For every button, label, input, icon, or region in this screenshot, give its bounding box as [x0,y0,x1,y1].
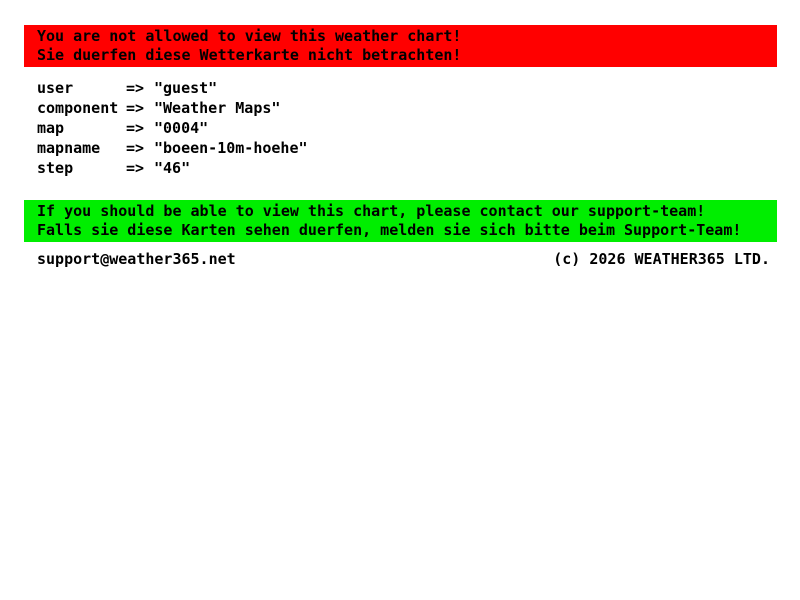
param-arrow: => [126,99,145,117]
param-key: map [37,119,65,137]
param-value: "0004" [154,119,209,137]
access-denied-line-de: Sie duerfen diese Wetterkarte nicht betrachten! [37,46,462,64]
param-value: "guest" [154,79,218,97]
param-value: "46" [154,159,191,177]
access-denied-banner [24,25,777,67]
access-denied-line-en: You are not allowed to view this weather chart! [37,27,462,45]
param-arrow: => [126,139,145,157]
param-arrow: => [126,79,145,97]
support-contact-banner [24,200,777,242]
support-email: support@weather365.net [37,250,236,268]
param-arrow: => [126,159,145,177]
param-row-user [37,78,308,98]
param-key: component [37,99,119,117]
request-parameters [37,78,308,178]
param-row-mapname [37,138,308,158]
param-row-component [37,98,308,118]
param-key: step [37,159,74,177]
param-row-map [37,118,308,138]
param-key: mapname [37,139,101,157]
param-row-step [37,158,308,178]
param-value: "boeen-10m-hoehe" [154,139,308,157]
param-value: "Weather Maps" [154,99,281,117]
param-key: user [37,79,74,97]
support-line-de: Falls sie diese Karten sehen duerfen, melden sie sich bitte beim Support-Team! [37,221,742,239]
copyright-notice: (c) 2026 WEATHER365 LTD. [553,250,770,268]
support-line-en: If you should be able to view this chart, please contact our support-team! [37,202,706,220]
param-arrow: => [126,119,145,137]
